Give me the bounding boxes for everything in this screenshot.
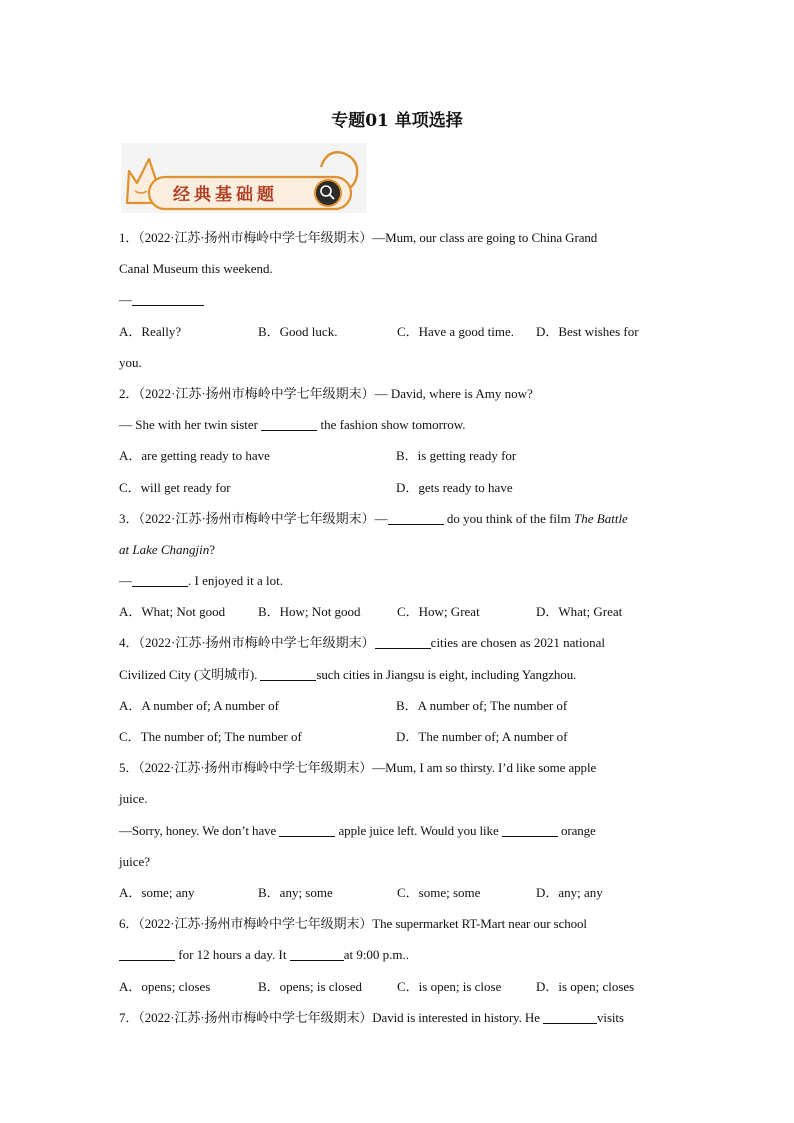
q1-option-d-cont: you. [119, 354, 142, 370]
q1-options [119, 316, 675, 347]
q4-options-row1 [119, 690, 675, 721]
q4-option-c[interactable]: C．The number of; The number of [119, 729, 302, 744]
q5-option-d[interactable]: D．any; any [536, 884, 603, 900]
q5-line2: —Sorry, honey. We don’t have apple juice left. Would you like orange [119, 822, 596, 838]
q7-stem: 7．（2022·江苏·扬州市梅岭中学七年级期末）David is interested in history. He visits [119, 1009, 624, 1025]
q3-option-c[interactable]: C．How; Great [397, 604, 480, 620]
q5-options [119, 877, 675, 908]
q2-line2: — She with her twin sister the fashion show tomorrow. [119, 417, 466, 433]
q6-option-a[interactable]: A．opens; closes [119, 978, 211, 994]
q1-option-d[interactable]: D．Best wishes for [536, 323, 639, 339]
q6-option-d[interactable]: D．is open; closes [536, 978, 635, 994]
q4-option-d[interactable]: D．The number of; A number of [396, 729, 568, 744]
q6-option-c[interactable]: C．is open; is close [397, 978, 502, 994]
q2-option-d[interactable]: D．gets ready to have [396, 479, 513, 495]
q1-option-b[interactable]: B．Good luck. [258, 323, 338, 339]
q1-option-c[interactable]: C．Have a good time. [397, 323, 514, 339]
q4-option-b[interactable]: B．A number of; The number of [396, 697, 568, 713]
q5-option-c[interactable]: C．some; some [397, 884, 481, 900]
q2-options-row1 [119, 440, 675, 471]
q1-stem-cont: Canal Museum this weekend. [119, 261, 273, 277]
q2-options-row2 [119, 472, 675, 503]
q3-option-b[interactable]: B．How; Not good [258, 604, 361, 620]
q5-stem: 5．（2022·江苏·扬州市梅岭中学七年级期末）—Mum, I am so thirsty. I’d like some apple [119, 760, 597, 776]
q6-options [119, 971, 675, 1002]
q3-film-title: The Battle [574, 510, 628, 526]
q4-option-a[interactable]: A．A number of; A number of [119, 697, 279, 713]
q4-options-row2 [119, 721, 675, 752]
q2-option-a[interactable]: A．are getting ready to have [119, 448, 270, 464]
q2-option-b[interactable]: B．is getting ready for [396, 448, 517, 464]
q6-stem: 6．（2022·江苏·扬州市梅岭中学七年级期末）The supermarket RT-Mart near our school [119, 916, 587, 932]
q6-line2: for 12 hours a day. It at 9:00 p.m.. [119, 939, 675, 970]
q4-stem: 4．（2022·江苏·扬州市梅岭中学七年级期末） cities are chosen as 2021 national [119, 635, 606, 651]
q3-stem: 3．（2022·江苏·扬州市梅岭中学七年级期末）— do you think of the film The Battle [119, 510, 628, 526]
q1-reply: — [119, 284, 675, 315]
q5-stem-cont: juice. [119, 791, 148, 807]
question-list [119, 222, 675, 1033]
q5-option-b[interactable]: B．any; some [258, 884, 333, 900]
q1-option-a[interactable]: A．Really? [119, 323, 182, 339]
q6-option-b[interactable]: B．opens; is closed [258, 978, 362, 994]
q5-option-a[interactable]: A．some; any [119, 884, 195, 900]
q3-option-d[interactable]: D．What; Great [536, 604, 623, 620]
fox-banner-icon [121, 143, 367, 213]
q4-line2: Civilized City (文明城市). such cities in Jiangsu is eight, including Yangzhou. [119, 666, 577, 682]
section-banner [121, 143, 367, 213]
banner-label: 经典基础题 [173, 185, 278, 205]
q3-options [119, 596, 675, 627]
q3-option-a[interactable]: A．What; Not good [119, 604, 226, 620]
q3-reply: — . I enjoyed it a lot. [119, 573, 283, 589]
q2-stem: 2．（2022·江苏·扬州市梅岭中学七年级期末）— David, where is Amy now? [119, 385, 533, 401]
page-title: 专题01 单项选择 [331, 111, 463, 131]
q5-line3: juice? [119, 853, 151, 869]
q1-stem: 1．（2022·江苏·扬州市梅岭中学七年级期末）—Mum, our class are going to China Grand [119, 230, 598, 245]
q2-option-c[interactable]: C．will get ready for [119, 479, 231, 495]
q3-stem-cont: at Lake Changjin? [119, 541, 216, 557]
